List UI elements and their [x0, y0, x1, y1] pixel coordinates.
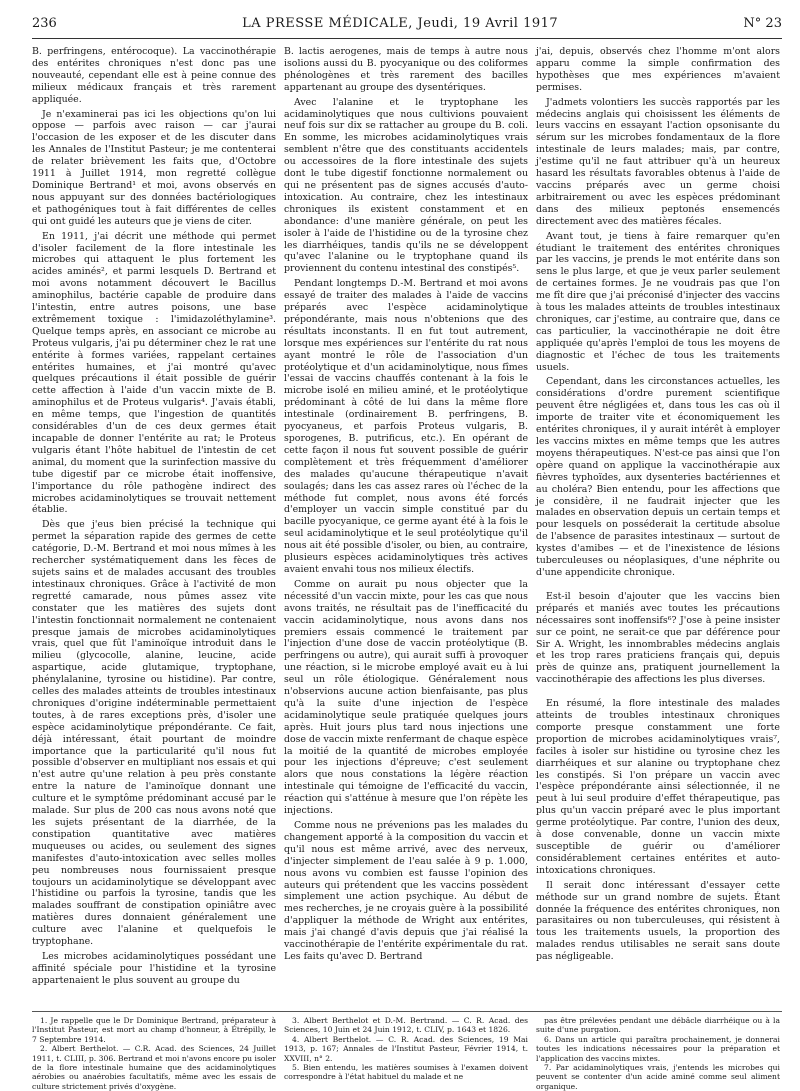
paragraph: Les microbes acidaminolytiques possédant une affinité spéciale pour l'histidine et la tyrosine appartenaient le plus souvent au groupe du — [32, 950, 276, 986]
article-columns — [32, 46, 782, 1006]
footnote: 1. Je rappelle que le Dr Dominique Bertrand, préparateur à l'Institut Pasteur, est mort au champ d'honneur, à Étrépilly, le 7 Septembre 1914. — [32, 1016, 276, 1044]
footnotes-column-3 — [536, 1016, 780, 1091]
footnote: 2. Albert Berthelot. — C.R. Acad. des Sciences, 24 Juillet 1911, t. CLIII, p. 306. Bertrand et moi n'avons encore pu isoler de la flore intestinale humaine que des acidaminolytiques aérobies ou anaérobies facultatifs, même avec les essais de culture strictement privés d'oxygène. — [32, 1044, 276, 1091]
footnotes-column-1 — [32, 1016, 276, 1091]
paragraph: Avec l'alanine et le tryptophane les acidaminolytiques que nous cultivions pouvaient neuf fois sur dix se rattacher au groupe du B. coli. En somme, les microbes acidaminolytiques vrais semblent n'être que des constituants accidentels ou accessoires de la flore intestinale des sujets dont le tube digestif fonctionne normalement ou qui ne présentent pas de signes accusés d'auto-intoxication. Au contraire, chez les intestinaux chroniques ils existent constamment et en abondance: d'une manière générale, on peut les isoler à l'aide de l'histidine ou de la tyrosine chez les diarrhéiques, tandis qu'ils ne se développent qu'avec l'alanine ou le tryptophane quand ils proviennent du contenu intestinal des constipés⁵. — [284, 96, 528, 275]
paragraph: Je n'examinerai pas ici les objections qu'on lui oppose — parfois avec raison — car j'aurai l'occasion de les exposer et de les discuter dans les Annales de l'Institut Pasteur; je me contenterai de relater brièvement les faits que, d'Octobre 1911 à Juillet 1914, mon regretté collègue Dominique Bertrand¹ et moi, avons observés en nous appuyant sur des données bactériologiques et pathogéniques tout à fait différentes de celles qui ont guidé les auteurs que je viens de citer. — [32, 108, 276, 227]
paragraph: En 1911, j'ai décrit une méthode qui permet d'isoler facilement de la flore intestinale les microbes qui attaquent le plus fortement les acides aminés², et parmi lesquels D. Bertrand et moi avons notamment découvert le Bacillus aminophilus, bactérie capable de produire dans l'intestin, entre autres poisons, une base extrêmement toxique : l'imidazoléthylamine³. Quelque temps après, en associant ce microbe au Proteus vulgaris, j'ai pu déterminer chez le rat une entérite à formes variées, rappelant certaines entérites humaines, et j'ai montré qu'avec quelques précautions il était possible de guérir cette affection à l'aide d'un vaccin mixte de B. aminophilus et de Proteus vulgaris⁴. J'avais établi, en même temps, que l'ingestion de quantités considérables d'un de ces deux germes était incapable de donner l'entérite au rat; le Proteus vulgaris étant l'hôte habituel de l'intestin de cet animal, du moment que la surinfection massive du tube digestif par ce microbe était inoffensive, l'importance du rôle pathogène indirect des microbes acidaminolytiques se trouvait nettement établie. — [32, 230, 276, 516]
footnote: 4. Albert Berthelot. — C. R. Acad. des Sciences, 19 Mai 1913, p. 167; Annales de l'Institut Pasteur, Février 1914, t. XXVIII, n° 2. — [284, 1034, 528, 1063]
paragraph: B. lactis aerogenes, mais de temps à autre nous isolions aussi du B. pyocyanique ou des coliformes phénologènes et très rarement des bacilles appartenant au groupe des dysentériques. — [284, 46, 528, 93]
paragraph: Il serait donc intéressant d'essayer cette méthode sur un grand nombre de sujets. Étant donnée la fréquence des entérites chroniques, non parasitaires ou non tuberculeuses, qui résistent à tous les traitements usuels, la proportion des malades rendus utilisables ne serait sans doute pas négligeable. — [536, 879, 780, 963]
paragraph: En résumé, la flore intestinale des malades atteints de troubles intestinaux chroniques comporte presque constamment une forte proportion de microbes acidaminolytiques vrais⁷, faciles à isoler sur histidine ou tyrosine chez les diarrhéiques et sur alanine ou tryptophane chez les constipés. Si l'on prépare un vaccin avec l'espèce prépondérante ainsi sélectionnée, il ne peut à lui seul produire d'effet thérapeutique, pas plus qu'un vaccin préparé avec le plus important germe protéolytique. Par contre, l'union des deux, à dose convenable, donne un vaccin mixte susceptible de guérir ou d'améliorer considérablement certaines entérites et auto-intoxications chroniques. — [536, 698, 780, 876]
column-1 — [32, 46, 276, 1006]
paragraph: Pendant longtemps D.-M. Bertrand et moi avons essayé de traiter des malades à l'aide de vaccins préparés avec l'espèce acidaminolytique prépondérante, mais nous n'obtenions que des résultats inconstants. Il en fut tout autrement, lorsque mes expériences sur l'entérite du rat nous ayant montré le rôle de l'association d'un protéolytique et d'un acidaminolytique, nous fîmes l'essai de vaccins chauffés contenant à la fois le microbe isolé en milieu aminé, et le protéolytique prédominant à côté de lui dans la même flore intestinale (ordinairement B. perfringens, B. pyocyaneus, et parfois Proteus vulgaris, B. sporogenes, B. putrificus, etc.). En opérant de cette façon il nous fut souvent possible de guérir complètement et très fréquemment d'améliorer des malades qu'aucune thérapeutique n'avait soulagés; dans les cas assez rares où l'échec de la méthode fut complet, nous avons été forcés d'employer un vaccin simple constitué par du bacille pyocyanique, ce germe ayant été à la fois le seul acidaminolytique et le seul protéolytique qu'il nous ait été possible d'isoler, ou bien, au contraire, plusieurs espèces acidaminolytiques très actives avaient envahi tous nos milieux électifs. — [284, 278, 528, 575]
footnote: 3. Albert Berthelot et D.-M. Bertrand. — C. R. Acad. des Sciences, 10 Juin et 24 Juin 1912, t. CLIV, p. 1643 et 1826. — [284, 1016, 528, 1035]
footnote: pas être prélevées pendant une débâcle diarrhéique ou à la suite d'une purgation. — [536, 1016, 780, 1035]
newspaper-page — [32, 16, 782, 1091]
page-header — [32, 16, 782, 39]
footnote: 7. Par acidaminolytiques vrais, j'entends les microbes qui peuvent se contenter d'un acide aminé comme seul aliment organique. — [536, 1063, 780, 1091]
column-3 — [536, 46, 780, 1006]
paragraph: j'ai, depuis, observés chez l'homme m'ont alors apparu comme la simple confirmation des hypothèses que mes expériences m'avaient permises. — [536, 46, 780, 93]
paragraph: J'admets volontiers les succès rapportés par les médecins anglais qui choisissent les éléments de leurs vaccins en essayant l'action opsonisante du sérum sur les microbes fondamentaux de la flore intestinale de leurs malades; mais, par contre, j'estime qu'il ne faut attribuer qu'à un heureux hasard les résultats favorables obtenus à l'aide de vaccins préparés avec un germe choisi arbitrairement ou avec les espèces prédominant dans des milieux peptonés ensemencés directement avec des matières fécales. — [536, 96, 780, 227]
paragraph: Dès que j'eus bien précisé la technique qui permet la séparation rapide des germes de cette catégorie, D.-M. Bertrand et moi nous mîmes à les rechercher systématiquement dans les fèces de sujets sains et de malades accusant des troubles intestinaux chroniques. Grâce à l'activité de mon regretté camarade, nous pûmes assez vite constater que les matières des sujets dont l'intestin fonctionnait normalement ne contenaient presque jamais de microbes acidaminolytiques vrais, quel que fût l'aminoïque introduit dans le milieu (glycocolle, alanine, leucine, acide aspartique, acide glutamique, tryptophane, phénylalanine, tyrosine ou histidine). Par contre, celles des malades atteints de troubles intestinaux chroniques d'origine indéterminable permettaient toutes, à de rares exceptions près, d'isoler une espèce acidaminolytique prépondérante. Ce fait, déjà intéressant, était pourtant de moindre importance que la particularité qu'il nous fut possible d'observer en multipliant nos essais et qui n'est autre qu'une relation à peu près constante entre la nature de l'aminoïque donnant une culture et le symptôme prédominant accusé par le malade. Sur plus de 200 cas nous avons noté que les sujets présentant de la diarrhée, de la constipation quantitative avec matières muqueuses ou acides, ou seulement des signes manifestes d'auto-intoxication avec selles molles peu nombreuses nous fournissaient presque toujours un acidaminolytique se développant avec l'histidine ou parfois la tyrosine, tandis que les malades souffrant de constipation opiniâtre avec matières dures donnaient généralement une culture avec l'alanine et quelquefois le tryptophane. — [32, 519, 276, 948]
footnotes-column-2 — [284, 1016, 528, 1080]
page-number: 236 — [32, 16, 57, 31]
paragraph: Comme nous ne prévenions pas les malades du changement apporté à la composition du vaccin et qu'il nous est même arrivé, avec des nerveux, d'injecter simplement de l'eau salée à 9 p. 1.000, nous avons vu combien est fausse l'opinion des auteurs qui prétendent que les vaccins possèdent simplement une action psychique. Au début de mes recherches, je ne croyais guère à la possibilité d'appliquer la méthode de Wright aux entérites, mais j'ai changé d'avis depuis que j'ai réalisé la vaccinothérapie de l'entérite expérimentale du rat. Les faits qu'avec D. Bertrand — [284, 820, 528, 962]
paragraph: B. perfringens, entérocoque). La vaccinothérapie des entérites chroniques n'est donc pas une nouveauté, cependant elle est à peine connue des milieux médicaux français et très rarement appliquée. — [32, 46, 276, 105]
paragraph: Cependant, dans les circonstances actuelles, les considérations d'ordre purement scientifique peuvent être négligées et, dans tous les cas où il importe de traiter vite et économiquement les entérites chroniques, il y aurait intérêt à employer les vaccins mixtes en même temps que les autres moyens thérapeutiques. N'est-ce pas ainsi que l'on opère quand on applique la vaccinothérapie aux fièvres typhoïdes, aux dysenteries bactériennes et au choléra? Bien entendu, pour les affections que je considère, il ne faudrait injecter que les malades en observation depuis un certain temps et pour lesquels on posséderait la certitude absolue de l'absence de parasites intestinaux — surtout de kystes d'amibes — et de l'inexistence de lésions tuberculeuses ou néoplasiques, d'une néphrite ou d'une appendicite chronique. — [536, 376, 780, 578]
footnotes — [32, 1011, 782, 1091]
paragraph: Est-il besoin d'ajouter que les vaccins bien préparés et maniés avec toutes les précautions nécessaires sont inoffensifs⁶? J'ose à peine insister sur ce point, ne serait-ce que par déférence pour Sir A. Wright, les innombrables médecins anglais et les trop rares praticiens français qui, depuis près de quinze ans, pratiquent journellement la vaccinothérapie des affections les plus diverses. — [536, 590, 780, 686]
paragraph: Avant tout, je tiens à faire remarquer qu'en étudiant le traitement des entérites chroniques par les vaccins, je prends le mot entérite dans son sens le plus large, et que je veux parler seulement de certaines formes. Je ne voudrais pas que l'on me fît dire que j'ai préconisé d'injecter des vaccins à tous les malades atteints de troubles intestinaux chroniques, car j'estime, au contraire que, dans ce cas particulier, la vaccinothérapie ne doit être appliquée qu'après l'emploi de tous les moyens de diagnostic et l'échec de tous les traitements usuels. — [536, 230, 780, 373]
paragraph: Comme on aurait pu nous objecter que la nécessité d'un vaccin mixte, pour les cas que nous avons traités, ne résultait pas de l'inefficacité du vaccin acidaminolytique, nous avons dans nos premiers essais commencé le traitement par l'injection d'une dose de vaccin protéolytique (B. perfringens ou autre), qui aurait suffi à provoquer une réaction, si le microbe employé avait eu à lui seul un rôle étiologique. Généralement nous n'observions aucune action bienfaisante, pas plus qu'à la suite d'une injection de l'espèce acidaminolytique seule pratiquée quelques jours après. Huit jours plus tard nous injections une dose de vaccin mixte renfermant de chaque espèce la moitié de la quantité de microbes employée pour les injections d'épreuve; c'est seulement alors que nous constations la légère réaction intestinale qui témoigne de l'efficacité du vaccin, réaction qui s'atténue à mesure que l'on répète les injections. — [284, 578, 528, 817]
footnote: 6. Dans un article qui paraîtra prochainement, je donnerai toutes les indications nécessaires pour la préparation et l'application des vaccins mixtes. — [536, 1034, 780, 1063]
footnote: 5. Bien entendu, les matières soumises à l'examen doivent correspondre à l'état habituel du malade et ne — [284, 1063, 528, 1082]
journal-title: LA PRESSE MÉDICALE, Jeudi, 19 Avril 1917 — [242, 16, 559, 31]
issue-number: N° 23 — [743, 16, 782, 31]
column-2 — [284, 46, 528, 1006]
